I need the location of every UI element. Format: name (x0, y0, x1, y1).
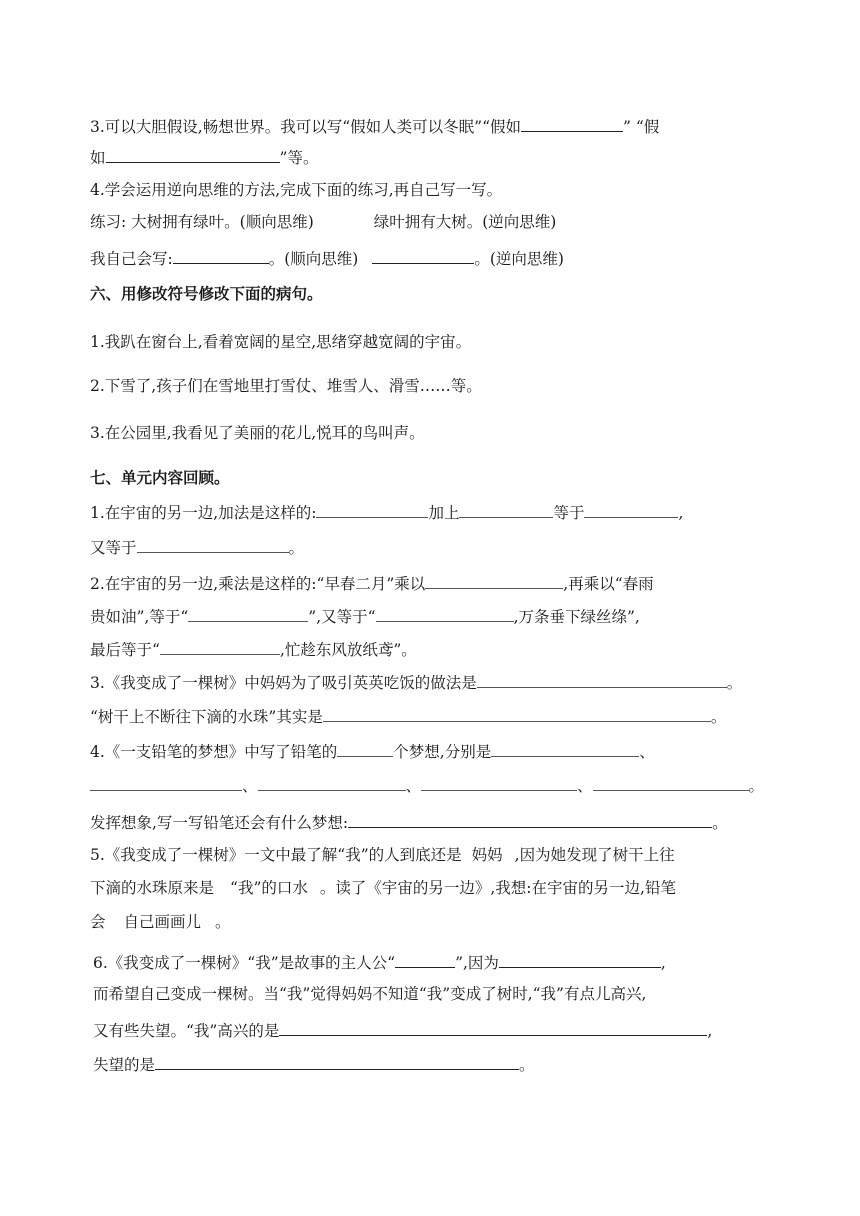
s7-q1-line1 (90, 500, 683, 523)
answer-blank[interactable] (425, 571, 563, 589)
s7-q2-line3 (90, 637, 417, 660)
s5-q3-line1 (90, 114, 659, 137)
s6-item-3: 3.在公园里,我看见了美丽的花儿,悦耳的鸟叫声。 (90, 424, 425, 442)
s7-q6-end: 。 (519, 1056, 535, 1074)
s7-q6-line4 (93, 1052, 535, 1075)
s7-q6-comma: , (660, 954, 666, 972)
s7-q3-end: 。 (726, 674, 743, 692)
s7-q5-line3 (90, 912, 231, 932)
answer-blank[interactable] (137, 535, 289, 553)
s7-q1-again: 又等于 (90, 539, 137, 557)
answer-blank[interactable] (372, 246, 474, 264)
s7-q6-comma2: , (707, 1022, 713, 1040)
s7-q6-text: 6.《我变成了一棵树》“我”是故事的主人公“ (93, 954, 396, 972)
s7-q4-text: 4.《一支铅笔的梦想》中写了铅笔的 (90, 743, 338, 761)
s7-q4-line1 (90, 739, 655, 762)
s7-q2-times: ,再乘以“春雨 (563, 575, 654, 593)
answer-blank[interactable] (188, 604, 308, 622)
s7-q3-text: 3.《我变成了一棵树》中妈妈为了吸引英英吃饭的做法是 (90, 674, 477, 692)
s7-q4-respectively: 个梦想,分别是 (393, 743, 492, 761)
s5-my-reverse: 。(逆向思维) (474, 250, 564, 268)
s7-q5-will: 会 (90, 913, 106, 931)
s5-example-forward: 练习: 大树拥有绿叶。(顺向思维) (90, 213, 314, 231)
s7-q2-again: ”,又等于“ (308, 608, 376, 626)
answer-blank[interactable] (459, 500, 553, 518)
s7-q2-text: 2.在宇宙的另一边,乘法是这样的:“早春二月”乘以 (90, 575, 426, 593)
s5-q4-text: 4.学会运用逆向思维的方法,完成下面的练习,再自己写一写。 (90, 181, 503, 199)
s7-q1-line2 (90, 535, 304, 558)
answer-blank[interactable] (521, 114, 623, 132)
s6-item-1: 1.我趴在窗台上,看着宽阔的星空,思绪穿越宽阔的宇宙。 (90, 333, 472, 351)
s7-q5-line2 (90, 878, 676, 898)
s7-q5-answer-saliva: “我”的口水 (230, 879, 308, 897)
s7-q6-line1 (93, 950, 666, 973)
answer-blank[interactable] (155, 1052, 519, 1070)
answer-blank[interactable] (160, 637, 280, 655)
answer-blank[interactable] (337, 739, 393, 757)
s7-q3-end2: 。 (710, 708, 727, 726)
s5-q3-text-d: ”等。 (279, 149, 319, 167)
s7-q4-line3 (90, 810, 728, 833)
s7-q5-drops: 下滴的水珠原来是 (90, 879, 215, 897)
s7-q3-water-text: “树干上不断往下滴的水珠”其实是 (90, 708, 323, 726)
s5-example-line (90, 212, 556, 232)
s5-q3-text-c: 如 (90, 149, 106, 167)
s7-q2-equals: 贵如油”,等于“ (90, 608, 189, 626)
s7-q5-line1 (90, 845, 675, 865)
s7-q4-imagine: 发挥想象,写一写铅笔还会有什么梦想: (90, 814, 349, 832)
s7-q2-poem2: ,忙趁东风放纸鸢”。 (279, 641, 417, 659)
answer-blank[interactable] (316, 500, 428, 518)
answer-blank[interactable] (491, 739, 639, 757)
answer-blank[interactable] (279, 1018, 707, 1036)
answer-blank[interactable] (499, 950, 661, 968)
s5-my-label: 我自己会写: (90, 250, 173, 268)
s7-q2-line1 (90, 571, 654, 594)
answer-blank[interactable] (323, 704, 711, 722)
s6-item-2: 2.下雪了,孩子们在雪地里打雪仗、堆雪人、滑雪……等。 (90, 377, 482, 395)
s7-q5-answer-draw: 自己画画儿 (123, 913, 202, 931)
s7-q4-sep: 、 (242, 777, 258, 795)
s7-q2-line2 (90, 604, 640, 627)
s7-q3-line2 (90, 704, 726, 727)
s5-example-reverse: 绿叶拥有大树。(逆向思维) (373, 213, 557, 231)
s7-q5-universe: 。读了《宇宙的另一边》,我想:在宇宙的另一边,铅笔 (319, 879, 676, 897)
s7-q1-end: 。 (288, 539, 305, 557)
s5-q3-line2 (90, 145, 318, 168)
s7-q2-finally: 最后等于“ (90, 641, 160, 659)
s7-q4-line2 (90, 773, 764, 796)
s7-q4-end: 。 (748, 777, 765, 795)
s7-q5-because: ,因为她发现了树干上往 (514, 846, 675, 864)
answer-blank[interactable] (173, 246, 269, 264)
s7-q5-text: 5.《我变成了一棵树》一文中最了解“我”的人到底还是 (90, 846, 462, 864)
s7-q1-comma: , (678, 504, 684, 522)
answer-blank[interactable] (421, 773, 577, 791)
answer-blank[interactable] (90, 773, 242, 791)
s5-q3-text-a: 3.可以大胆假设,畅想世界。我可以写“假如人类可以冬眠”“假如 (90, 118, 521, 136)
s5-my-forward: 。(顺向思维) (268, 250, 359, 268)
s7-q4-sep: 、 (577, 777, 593, 795)
s7-q1-equals: 等于 (553, 504, 585, 522)
s7-q4-end2: 。 (712, 814, 728, 832)
s7-q1-plus: 加上 (428, 504, 460, 522)
answer-blank[interactable] (584, 500, 678, 518)
answer-blank[interactable] (477, 670, 727, 688)
s7-q4-sep: 、 (405, 777, 422, 795)
s7-q5-answer-mother: 妈妈 (471, 846, 503, 864)
answer-blank[interactable] (395, 950, 455, 968)
s7-q6-happy: 又有些失望。“我”高兴的是 (93, 1022, 280, 1040)
answer-blank[interactable] (593, 773, 749, 791)
s7-q6-because: ”,因为 (455, 954, 499, 972)
s7-q2-poem1: ,万条垂下绿丝绦”, (513, 608, 640, 626)
s5-my-line (90, 246, 564, 269)
s7-q6-disappointed: 失望的是 (93, 1056, 156, 1074)
s7-q6-line3 (93, 1018, 712, 1041)
section-6-heading: 六、用修改符号修改下面的病句。 (90, 284, 323, 303)
answer-blank[interactable] (348, 810, 712, 828)
answer-blank[interactable] (376, 604, 514, 622)
section-7-heading: 七、单元内容回顾。 (90, 468, 230, 487)
answer-blank[interactable] (258, 773, 406, 791)
s7-q4-sep: 、 (639, 743, 655, 761)
s7-q3-line1 (90, 670, 742, 693)
answer-blank[interactable] (106, 145, 280, 163)
s7-q6-line2: 而希望自己变成一棵树。当“我”觉得妈妈不知道“我”变成了树时,“我”有点儿高兴, (93, 985, 647, 1003)
s7-q1-text: 1.在宇宙的另一边,加法是这样的: (90, 504, 317, 522)
s7-q5-end: 。 (215, 913, 231, 931)
s5-q3-text-b: ” “假 (623, 118, 660, 136)
